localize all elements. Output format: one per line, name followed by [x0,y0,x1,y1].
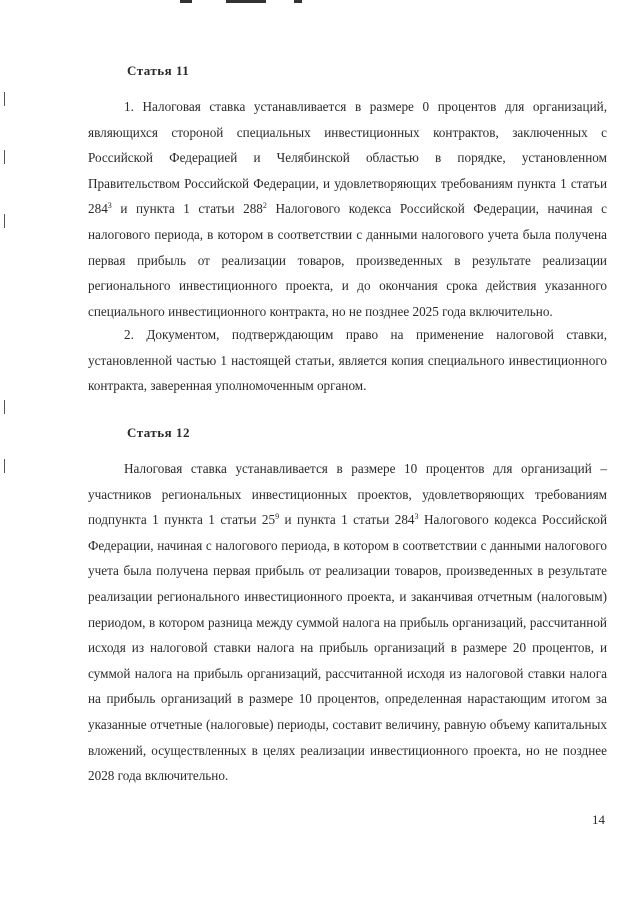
article-11-p1-text-3: Налогового кодекса Российской Федерации, начиная с налогового периода, в котором в соответствии с данными налогового учета была получена первая прибыль от реализации товаров, произведенных в результате реализации регионального инвестиционного проекта, и до окончания срока действия указанного специального инвестиционного контракта, но не позднее 2025 года включительно. [88,201,607,319]
article-11-p1-text-2: и пункта 1 статьи 288 [111,201,263,217]
edge-mark [4,459,5,473]
edge-mark [4,400,5,414]
page-number: 14 [592,812,605,827]
edge-mark [4,150,5,164]
article-11-paragraph-2 [88,322,607,399]
scan-artifact-top-left [180,0,192,3]
superscript: 3 [414,512,419,522]
article-11-heading: Статья 11 [127,63,190,78]
article-11-p2-text: 2. Документом, подтверждающим право на применение налоговой ставки, установленной частью 1 настоящей статьи, является копия специального инвестиционного контракта, заверенная уполномоченным органом. [88,327,607,394]
article-12-p1-text-3: Налогового кодекса Российской Федерации, начиная с налогового периода, в котором в соответствии с данными налогового учета была получена первая прибыль от реализации товаров, произведенных в результате реализации регионального инвестиционного проекта, и заканчивая отчетным (налоговым) периодом, в котором разница между суммой налога на прибыль организаций, рассчитанной исходя из налоговой ставки налога на прибыль организаций в размере 20 процентов, и суммой налога на прибыль организаций, рассчитанной исходя из налоговой ставки налога на прибыль организаций в размере 10 процентов, определенная нарастающим итогом за указанные отчетные (налоговые) периоды, составит величину, равную объему капитальных вложений, осуществленных в целях реализации инвестиционного проекта, но не позднее 2028 года включительно. [88,512,608,784]
article-12-p1-text-2: и пункта 1 статьи 284 [279,512,415,528]
scan-artifact-top-right [294,0,302,3]
article-11-paragraph-1 [88,94,607,324]
article-12-p1-text-1: Налоговая ставка устанавливается в размере 10 процентов для организаций – участников региональных инвестиционных проектов, удовлетворяющих требованиям подпункта 1 пункта 1 статьи 25 [88,461,607,528]
scan-artifact-top-center [226,0,266,3]
article-11-p1-text-1: 1. Налоговая ставка устанавливается в размере 0 процентов для организаций, являющихся стороной специальных инвестиционных контрактов, заключенных с Российской Федерацией и Челябинской областью в порядке, установленном Правительством Российской Федерации, и удовлетворяющих требованиям пункта 1 статьи 284 [88,99,607,217]
edge-mark [4,92,5,106]
article-12-paragraph-1 [88,456,607,789]
edge-mark [4,214,5,228]
superscript: 9 [275,512,280,522]
superscript: 3 [107,201,112,211]
article-12-heading: Статья 12 [127,425,190,440]
superscript: 2 [262,201,267,211]
